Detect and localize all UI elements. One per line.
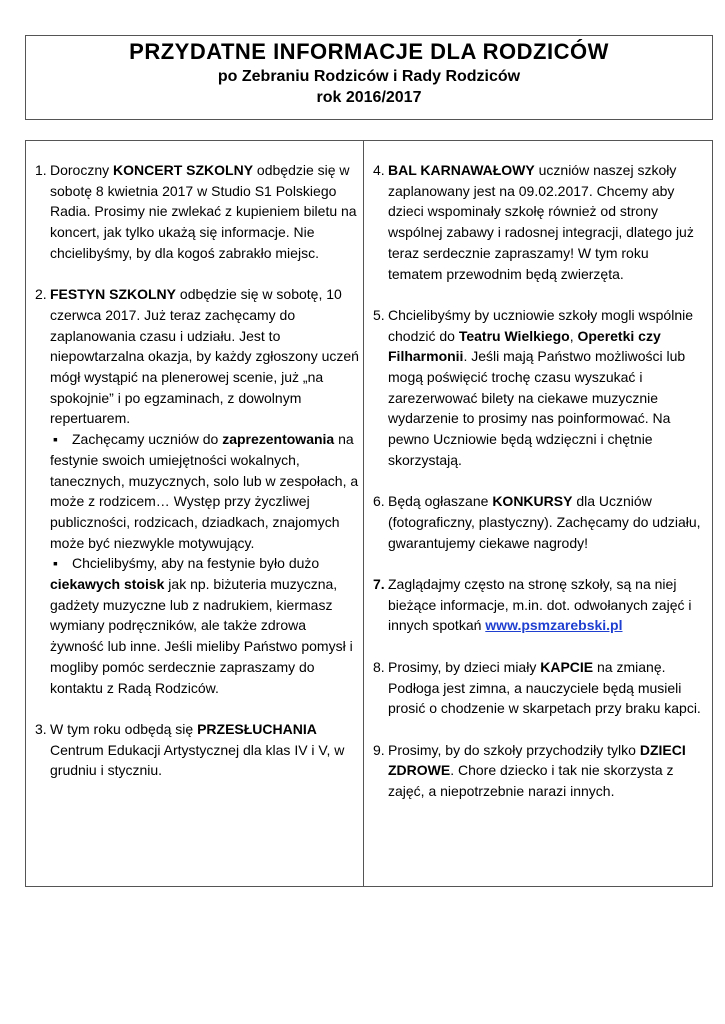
list-item-2: 2. FESTYN SZKOLNY odbędzie się w sobotę, 10 czerwca 2017. Już teraz zachęcamy do zaplanowania czasu i udziału. Jest to niepowtarzalna okazja, by każdy zgłoszony uczeń mógł wystąpić na plenerowej scenie, już „na spokojnie” i po egzaminach, z dowolnym repertuarem. ▪ Zachęcamy uczniów do zaprezentowania na festynie swoich umiejętności wokalnych, tanecznych, muzycznych, solo lub w zespołach, a może z rodzicem… Występ przy życzliwej publiczności, rodzicach, dziadkach, znajomych może być niezwykle motywujący. ▪ Chcielibyśmy, aby na festynie było dużo ciekawych stoisk jak np. biżuteria muzyczna, gadżety muzyczne lub z nadrukiem, kiermasz wymiany podręczników, ale także zdrowa żywność lub inne. Jeśli mieliby Państwo pomysł i mogliby pomóc serdecznie zapraszamy do kontaktu z Radą Rodziców.	[35, 284, 359, 698]
list-item-9: 9. Prosimy, by do szkoły przychodziły tylko DZIECI ZDROWE. Chore dziecko i tak nie skorzysta z zajęć, a niepotrzebnie narazi innych.	[373, 741, 686, 800]
item-number: 1.	[35, 162, 47, 178]
item-number: 9.	[373, 741, 385, 758]
list-item-8: 8. Prosimy, by dzieci miały KAPCIE na zmianę. Podłoga jest zimna, a nauczyciele będą musieli prosić o chodzenie w skarpetach przy braku kapci.	[373, 658, 701, 717]
bullet-icon: ▪	[53, 555, 58, 572]
list-item-7: 7. Zaglądajmy często na stronę szkoły, są na niej bieżące informacje, m.in. dot. odwołanych zajęć i innych spotkań www.psmzarebski.pl	[373, 576, 692, 634]
item-number: 2.	[35, 286, 47, 303]
content-box	[25, 140, 713, 887]
right-column	[373, 160, 705, 822]
bullet-item: ▪ Zachęcamy uczniów do zaprezentowania na festynie swoich umiejętności wokalnych, tanecznych, muzycznych, solo lub w zespołach, a może z rodzicem… Występ przy życzliwej publiczności, rodzicach, dziadkach, znajomych może być niezwykle motywujący.	[50, 431, 359, 551]
school-website-link[interactable]: www.psmzarebski.pl	[485, 617, 623, 634]
item-number: 4.	[373, 162, 385, 178]
item-number: 5.	[373, 306, 385, 323]
page-title: PRZYDATNE INFORMACJE DLA RODZICÓW	[129, 39, 609, 64]
left-column	[35, 160, 359, 802]
bullet-icon: ▪	[53, 431, 58, 448]
bullet-item: ▪ Chcielibyśmy, aby na festynie było dużo ciekawych stoisk jak np. biżuteria muzyczna, gadżety muzyczne lub z nadrukiem, kiermasz wymiany podręczników, ale także zdrowa żywność lub inne. Jeśli mieliby Państwo pomysł i mogliby pomóc serdecznie zapraszamy do kontaktu z Radą Rodziców.	[50, 555, 353, 696]
list-item-1: 1. Doroczny KONCERT SZKOLNY odbędzie się w sobotę 8 kwietnia 2017 w Studio S1 Polskiego Radia. Prosimy nie zwlekać z kupieniem biletu na koncert, jak tylko ukażą się informacje. Nie chcielibyśmy, by dla kogoś zabrakło miejsc.	[35, 162, 357, 261]
list-item-4: 4. BAL KARNAWAŁOWY uczniów naszej szkoły zaplanowany jest na 09.02.2017. Chcemy aby dzieci wspominały szkołę również od strony wspólnej zabawy i radosnej integracji, dlatego już teraz serdecznie zapraszamy! W tym roku tematem przewodnim będą zwierzęta.	[373, 162, 694, 282]
list-item-3: 3. W tym roku odbędą się PRZESŁUCHANIA Centrum Edukacji Artystycznej dla klas IV i V, w grudniu i styczniu.	[35, 720, 345, 779]
column-divider	[363, 141, 364, 886]
item-number: 3.	[35, 720, 47, 737]
item-number: 8.	[373, 658, 385, 675]
page-subtitle: po Zebraniu Rodziców i Rady Rodziców	[217, 68, 521, 85]
school-year: rok 2016/2017	[316, 89, 422, 106]
title-box	[25, 35, 713, 120]
item-number: 6.	[373, 493, 385, 510]
list-item-6: 6. Będą ogłaszane KONKURSY dla Uczniów (fotograficzny, plastyczny). Zachęcamy do udziału, gwarantujemy ciekawe nagrody!	[373, 493, 701, 551]
item-number: 7.	[373, 576, 385, 593]
list-item-5: 5. Chcielibyśmy by uczniowie szkoły mogli wspólnie chodzić do Teatru Wielkiego, Operetki czy Filharmonii. Jeśli mają Państwo możliwości lub mogą poświęcić trochę czasu wyszukać i zarezerwować bilety na ciekawe muzycznie wydarzenie to prosimy nas poinformować. Na pewno Uczniowie będą wdzięczni i chętnie skorzystają.	[373, 306, 693, 468]
